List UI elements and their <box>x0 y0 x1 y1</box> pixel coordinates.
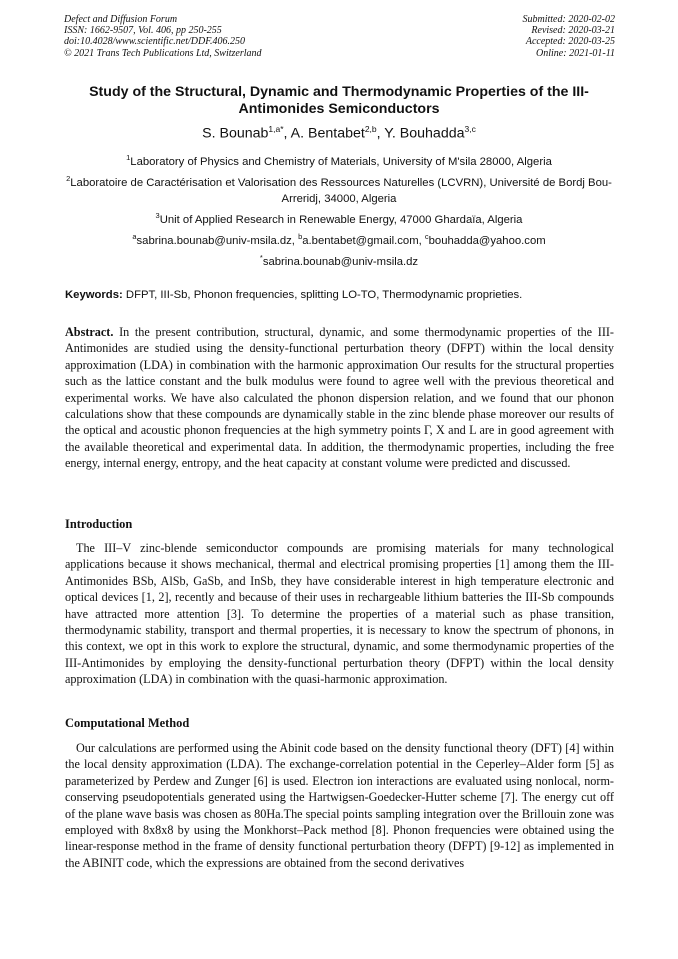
email-mark: a <box>132 232 137 241</box>
author-affiliation-mark: 1,a* <box>268 124 284 134</box>
introduction-heading: Introduction <box>65 517 133 531</box>
corresponding-mark: * <box>259 253 263 262</box>
abstract <box>65 324 614 472</box>
introduction-text: The III–V zinc-blende semiconductor compounds are promising materials for many technological applications because it shows mechanical, thermal and electrical promising properties [1] among them the III-Antimonides BSb, AlSb, GaSb, and InSb, they have considerable interest in high temperature electronic and optical devices [1, 2], recently and because of their uses in rechargeable lithium batteries the III-Sb compounds have attracted more attention [3]. To determine the properties of a material such as phase transition, thermodynamic stability, transport and thermal properties, it is necessary to know the spectrum of phonons, in this context, we opt in this work to explore the structural, dynamic, and some thermodynamic properties of the III-Antimonides by employing the density-functional perturbation theory (DFPT) within the local density approximation (LDA) in combination with the quasi-harmonic approximation. <box>65 541 614 687</box>
corresponding-email <box>0 253 678 268</box>
author-separator: , <box>376 125 385 142</box>
date-submitted: Submitted: 2020-02-02 <box>522 14 615 25</box>
keywords-text: DFPT, III-Sb, Phonon frequencies, splitting LO-TO, Thermodynamic proprieties. <box>122 289 523 301</box>
author-name: S. Bounab <box>202 125 269 142</box>
author-affiliation-mark: 3,c <box>464 124 476 134</box>
journal-name: Defect and Diffusion Forum <box>64 14 178 25</box>
journal-doi: doi:10.4028/www.scientific.net/DDF.406.250 <box>64 36 246 48</box>
method-text: Our calculations are performed using the Abinit code based on the density functional theory (DFT) [4] within the local density approximation (LDA). The exchange-correlation potential in the Ceperley–Alder form [5] as parameterized by Perdew and Zunger [6] is used. Electron ion interactions are evaluated using nonlocal, norm-conserving pseudopotentials generated using the Hartwigsen-Goedecker-Hutter scheme [7]. The energy cut off of the plane wave basis was chosen as 80Ha.The special points sampling integration over the Brillouin zone was employed with 8x8x8 by using the Monkhorst–Pack method [8]. Phonon frequencies were obtained using the linear-response method in the frame of density functional perturbation theory (DFPT) [9-12] as implemented in the ABINIT code, which the expressions are obtained from the second derivatives <box>65 741 614 870</box>
email-mark: c <box>424 232 429 241</box>
affiliation-text: Laboratoire de Caractérisation et Valorisation des Ressources Naturelles (LCVRN), Université de Bordj Bou-Arreridj, 34000, Algeria <box>70 176 612 206</box>
author-emails <box>0 232 678 247</box>
email-mark: b <box>298 232 303 241</box>
publication-dates <box>523 14 616 59</box>
affiliation-mark: 3 <box>155 211 160 220</box>
date-revised: Revised: 2020-03-21 <box>531 25 615 37</box>
author-name: Y. Bouhadda <box>384 125 465 142</box>
abstract-label: Abstract. <box>65 325 114 339</box>
email-address[interactable]: bouhadda@yahoo.com <box>428 234 546 247</box>
method-heading: Computational Method <box>65 716 190 730</box>
paper-title: Study of the Structural, Dynamic and Thermodynamic Properties of the III- Antimonides Semiconductors <box>89 84 589 117</box>
email-address[interactable]: sabrina.bounab@univ-msila.dz, <box>136 234 299 247</box>
corresponding-address[interactable]: sabrina.bounab@univ-msila.dz <box>262 255 419 268</box>
author-list <box>0 124 678 142</box>
journal-copyright: © 2021 Trans Tech Publications Ltd, Switzerland <box>64 47 262 59</box>
author-name: A. Bentabet <box>290 125 365 142</box>
affiliation-1 <box>60 150 618 170</box>
affiliation-2 <box>60 171 618 208</box>
date-accepted: Accepted: 2020-03-25 <box>525 36 615 48</box>
author-affiliation-mark: 2,b <box>364 124 377 134</box>
abstract-text: In the present contribution, structural, dynamic, and some thermodynamic properties of the III-Antimonides are studied using the density-functional perturbation theory (DFPT) within the local density approximation (LDA) in combination with the harmonic approximation Our results for the structural properties such as the lattice constant and the bulk modulus were found to agree well with the previous theoretical and experimental works. We have also calculated the phonon dispersion relation, and we found that our phonon calculations show that these compounds are dynamically stable in the zinc blende phase moreover our results of the optical and acoustic phonon frequencies at the high symmetry points Γ, X and L are in good agreement with the available theoretical and experimental data. In addition, the thermodynamic properties, including the free energy, internal energy, entropy, and the heat capacity at constant volume were predicted and discussed. <box>65 325 614 471</box>
journal-issn: ISSN: 1662-9507, Vol. 406, pp 250-255 <box>64 25 222 37</box>
email-address[interactable]: a.bentabet@gmail.com, <box>302 234 425 247</box>
affiliation-text: Unit of Applied Research in Renewable Energy, 47000 Ghardaïa, Algeria <box>159 213 523 226</box>
date-online: Online: 2021-01-11 <box>536 47 615 59</box>
affiliation-mark: 2 <box>66 174 71 183</box>
author-separator: , <box>283 125 291 142</box>
keywords-label: Keywords: <box>65 289 123 301</box>
keywords <box>65 289 614 301</box>
affiliation-3 <box>60 208 618 228</box>
affiliation-text: Laboratory of Physics and Chemistry of Materials, University of M'sila 28000, Algeria <box>130 155 552 168</box>
affiliation-mark: 1 <box>126 153 131 162</box>
journal-info <box>64 14 262 59</box>
